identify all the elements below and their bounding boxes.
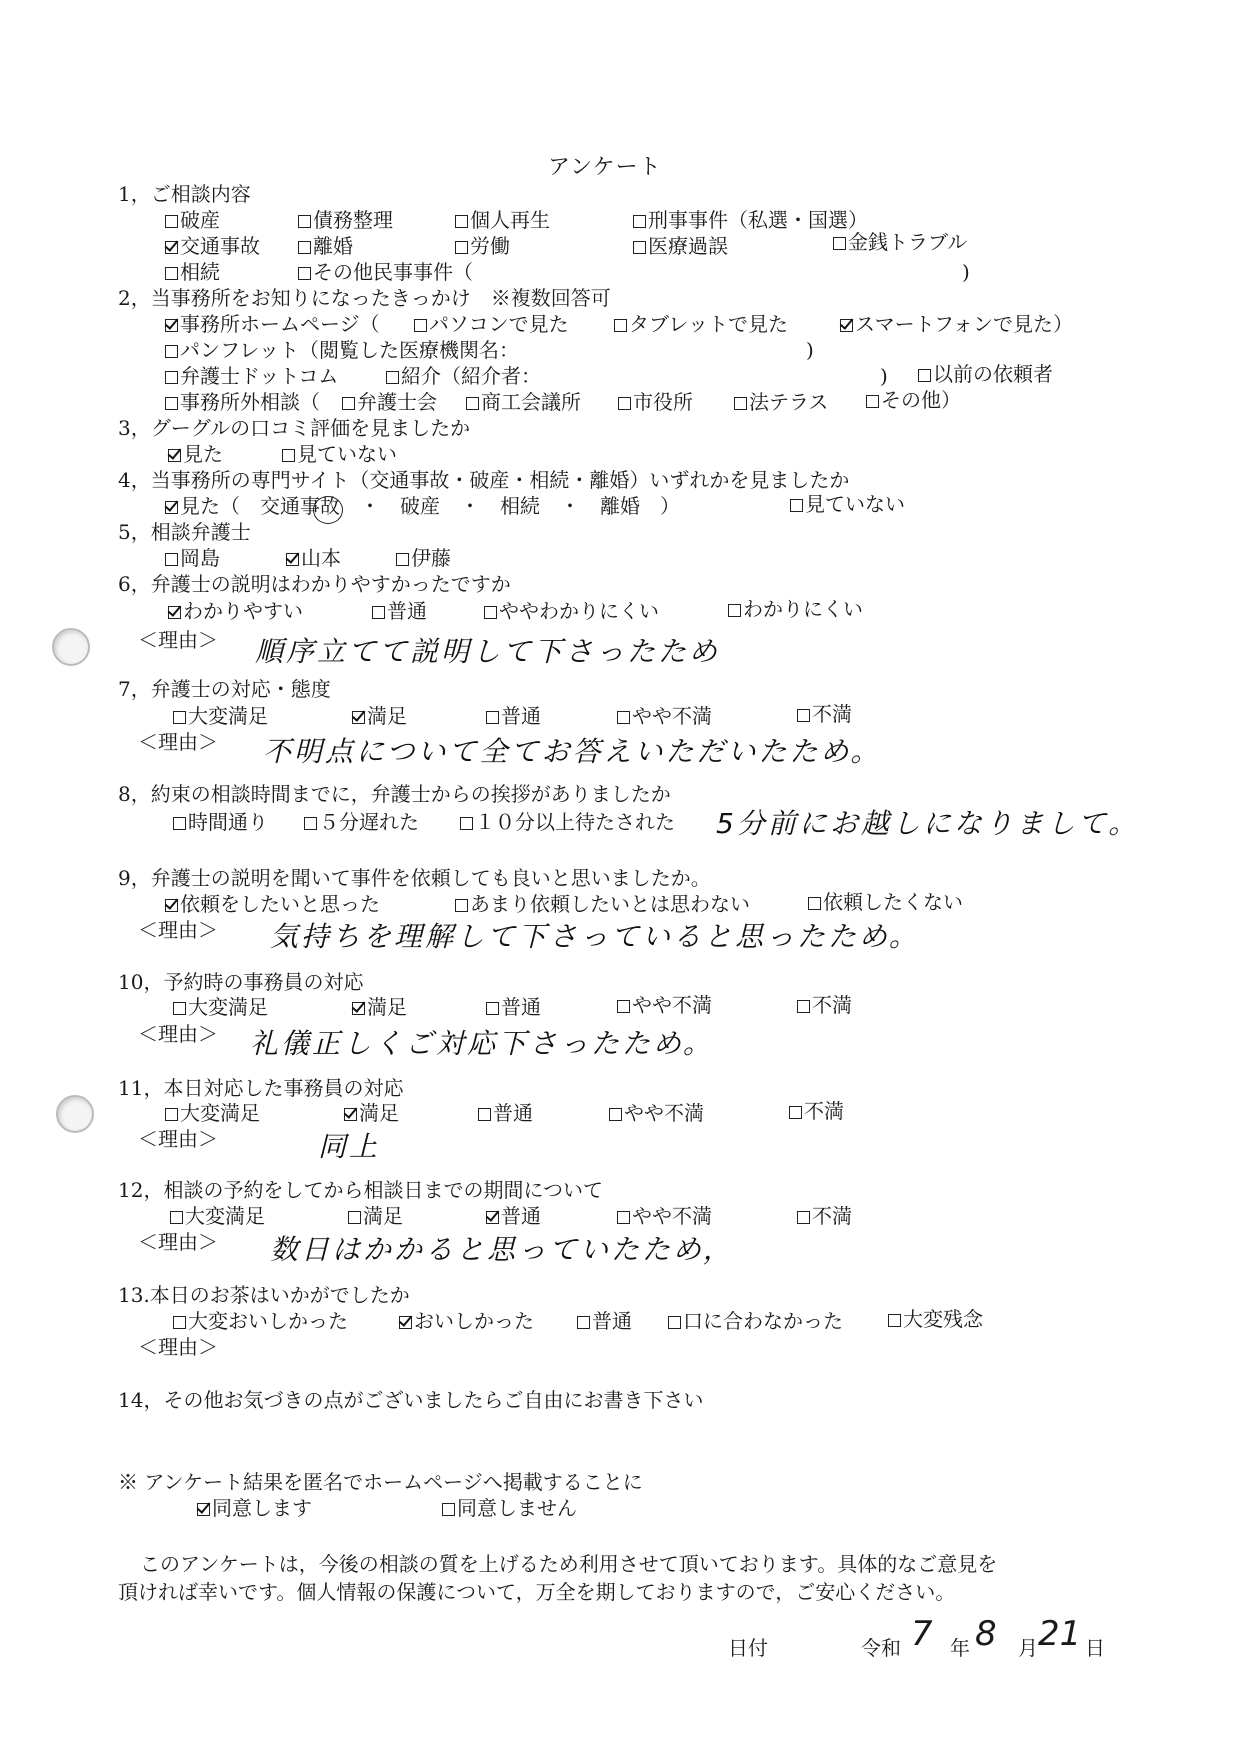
q1-option[interactable]: 刑事事件（私選・国選） (633, 208, 868, 232)
reason-label: ＜理由＞ (138, 918, 218, 942)
q2-option[interactable]: 弁護士会 (342, 390, 437, 414)
q6-option[interactable]: ややわかりにくい (484, 599, 659, 623)
question-3-label: 3，グーグルの口コミ評価を見ましたか (118, 416, 471, 440)
q2-option[interactable]: 法テラス (734, 390, 828, 414)
checkbox[interactable] (342, 397, 355, 410)
checkbox-checked[interactable] (352, 711, 365, 724)
consent-agree-checked[interactable]: 同意します (197, 1496, 312, 1520)
q10-option[interactable]: 不満 (797, 993, 852, 1017)
paren-close: ) (806, 338, 814, 362)
q13-option-checked[interactable]: おいしかった (399, 1309, 534, 1333)
checkbox-checked[interactable] (168, 606, 181, 619)
paren-close: ) (962, 260, 970, 284)
checkbox[interactable] (617, 1211, 630, 1224)
q1-option[interactable]: 労働 (455, 234, 510, 258)
q12-option[interactable]: 満足 (348, 1204, 403, 1228)
checkbox-checked[interactable] (399, 1316, 412, 1329)
checkbox-checked[interactable] (165, 501, 178, 514)
q2-option[interactable]: 市役所 (618, 390, 693, 414)
question-14-label: 14，その他お気づきの点がございましたらご自由にお書き下さい (118, 1388, 704, 1412)
q8-option[interactable]: ５分遅れた (304, 810, 419, 834)
checkbox-checked[interactable] (165, 899, 178, 912)
question-5-label: 5，相談弁護士 (118, 520, 251, 544)
footer-line-2: 頂ければ幸いです。個人情報の保護について，万全を期しておりますので，ご安心ください。 (118, 1580, 956, 1604)
reason-label: ＜理由＞ (138, 1127, 218, 1151)
question-2-label: 2，当事務所をお知りになったきっかけ ※複数回答可 (118, 286, 611, 310)
question-1-label: 1，ご相談内容 (118, 182, 251, 206)
date-label: 日付 (728, 1636, 768, 1660)
q5-option[interactable]: 岡島 (165, 546, 220, 570)
checkbox-checked[interactable] (486, 1211, 499, 1224)
q7-option[interactable]: 大変満足 (173, 704, 268, 728)
checkbox[interactable] (165, 553, 178, 566)
handwritten-reason: 同上 (318, 1130, 381, 1163)
q7-option[interactable]: やや不満 (617, 704, 712, 728)
checkbox[interactable] (414, 319, 427, 332)
q2-option[interactable]: パソコンで見た (414, 312, 569, 336)
reason-label: ＜理由＞ (138, 628, 218, 652)
q2-option[interactable]: 紹介（紹介者： (386, 364, 541, 388)
checkbox[interactable] (304, 817, 317, 830)
q1-option[interactable]: 離婚 (298, 234, 353, 258)
checkbox[interactable] (173, 1316, 186, 1329)
q10-option[interactable]: やや不満 (617, 993, 712, 1017)
checkbox-checked[interactable] (165, 319, 178, 332)
checkbox[interactable] (486, 1002, 499, 1015)
checkbox[interactable] (173, 817, 186, 830)
reason-label: ＜理由＞ (138, 1335, 218, 1359)
reason-label: ＜理由＞ (138, 730, 218, 754)
checkbox[interactable] (298, 215, 311, 228)
question-9-label: 9，弁護士の説明を聞いて事件を依頼しても良いと思いましたか。 (118, 866, 711, 890)
q1-option[interactable]: 個人再生 (455, 208, 550, 232)
q2-option[interactable]: 事務所外相談（ (165, 390, 320, 414)
q13-option[interactable]: 口に合わなかった (668, 1309, 843, 1333)
checkbox-checked[interactable] (344, 1108, 357, 1121)
q1-option[interactable]: 医療過誤 (633, 234, 728, 258)
checkbox[interactable] (282, 449, 295, 462)
handwritten-reason: 数日はかかると思っていたため， (270, 1233, 734, 1266)
checkbox[interactable] (633, 215, 646, 228)
q2-option[interactable]: 以前の依頼者 (918, 362, 1053, 386)
q12-option[interactable]: 不満 (797, 1204, 852, 1228)
checkbox[interactable] (668, 1316, 681, 1329)
checkbox[interactable] (633, 241, 646, 254)
question-11-label: 11，本日対応した事務員の対応 (118, 1076, 404, 1100)
q10-option[interactable]: 大変満足 (173, 995, 268, 1019)
checkbox[interactable] (797, 1211, 810, 1224)
q12-option-checked[interactable]: 普通 (486, 1204, 541, 1228)
q8-option[interactable]: １０分以上待たされた (460, 810, 675, 834)
checkbox[interactable] (918, 369, 931, 382)
checkbox[interactable] (165, 371, 178, 384)
checkbox[interactable] (442, 1503, 455, 1516)
checkbox[interactable] (170, 1211, 183, 1224)
checkbox[interactable] (466, 397, 479, 410)
checkbox[interactable] (486, 711, 499, 724)
punch-hole (52, 628, 90, 666)
handwritten-reason: 礼儀正しくご対応下さったため。 (250, 1027, 714, 1060)
q7-option[interactable]: 不満 (797, 702, 852, 726)
checkbox[interactable] (165, 1108, 178, 1121)
handwritten-note: 5分前にお越しになりまして。 (716, 807, 1140, 840)
question-7-label: 7，弁護士の対応・態度 (118, 677, 331, 701)
checkbox[interactable] (609, 1108, 622, 1121)
checkbox[interactable] (790, 499, 803, 512)
checkbox[interactable] (797, 709, 810, 722)
checkbox-checked[interactable] (286, 553, 299, 566)
q11-option[interactable]: やや不満 (609, 1101, 704, 1125)
q2-option-checked[interactable]: 事務所ホームページ（ (165, 312, 380, 336)
reason-label: ＜理由＞ (138, 1022, 218, 1046)
checkbox[interactable] (728, 604, 741, 617)
checkbox[interactable] (173, 711, 186, 724)
checkbox[interactable] (808, 897, 821, 910)
q9-option[interactable]: あまり依頼したいとは思わない (455, 892, 750, 916)
handwritten-reason: 気持ちを理解して下さっていると思ったため。 (270, 920, 920, 953)
q8-option[interactable]: 時間通り (173, 810, 268, 834)
q1-option[interactable]: その他民事事件（ (298, 260, 473, 284)
checkbox[interactable] (455, 899, 468, 912)
checkbox[interactable] (165, 267, 178, 280)
q13-option[interactable]: 普通 (577, 1309, 632, 1333)
q6-option[interactable]: 普通 (372, 599, 427, 623)
q1-option[interactable]: 債務整理 (298, 208, 393, 232)
checkbox[interactable] (386, 371, 399, 384)
q2-option[interactable]: 商工会議所 (466, 390, 581, 414)
checkbox-checked[interactable] (197, 1503, 210, 1516)
circled-mark (313, 496, 343, 524)
q11-option-checked[interactable]: 満足 (344, 1101, 399, 1125)
checkbox[interactable] (372, 606, 385, 619)
q3-option-checked[interactable]: 見た (168, 442, 223, 466)
date-day-handwritten: 21 (1038, 1614, 1082, 1654)
q6-option[interactable]: わかりにくい (728, 597, 863, 621)
question-10-label: 10，予約時の事務員の対応 (118, 970, 364, 994)
paren-close: ) (880, 364, 888, 388)
handwritten-reason: 順序立てて説明して下さったため (255, 635, 721, 668)
page-title: アンケート (548, 155, 662, 180)
checkbox[interactable] (614, 319, 627, 332)
q12-option[interactable]: やや不満 (617, 1204, 712, 1228)
reason-label: ＜理由＞ (138, 1230, 218, 1254)
checkbox[interactable] (460, 817, 473, 830)
checkbox[interactable] (888, 1314, 901, 1327)
checkbox[interactable] (617, 1000, 630, 1013)
checkbox[interactable] (797, 1000, 810, 1013)
checkbox[interactable] (165, 397, 178, 410)
date-year-handwritten: 7 (911, 1614, 933, 1654)
q6-option-checked[interactable]: わかりやすい (168, 599, 303, 623)
checkbox[interactable] (478, 1108, 491, 1121)
q9-option-checked[interactable]: 依頼をしたいと思った (165, 892, 380, 916)
q2-option[interactable]: タブレットで見た (614, 312, 788, 336)
checkbox[interactable] (396, 553, 409, 566)
question-12-label: 12，相談の予約をしてから相談日までの期間について (118, 1178, 604, 1202)
checkbox[interactable] (618, 397, 631, 410)
checkbox-checked[interactable] (168, 449, 181, 462)
checkbox[interactable] (484, 606, 497, 619)
date-year-unit: 年 (950, 1636, 970, 1660)
q1-option[interactable]: 破産 (165, 208, 220, 232)
q11-option[interactable]: 普通 (478, 1101, 533, 1125)
q9-option[interactable]: 依頼したくない (808, 890, 963, 914)
q5-option[interactable]: 伊藤 (396, 546, 451, 570)
q13-option[interactable]: 大変残念 (888, 1307, 983, 1331)
checkbox[interactable] (348, 1211, 361, 1224)
punch-hole (56, 1095, 94, 1133)
checkbox[interactable] (577, 1316, 590, 1329)
question-13-label: 13.本日のお茶はいかがでしたか (118, 1283, 410, 1307)
date-day-unit: 日 (1085, 1636, 1105, 1660)
date-month-handwritten: 8 (975, 1614, 997, 1654)
q11-option[interactable]: 不満 (789, 1099, 844, 1123)
q2-option[interactable]: パンフレット（閲覧した医療機関名： (165, 338, 519, 362)
q11-option[interactable]: 大変満足 (165, 1101, 260, 1125)
checkbox[interactable] (165, 215, 178, 228)
checkbox-checked[interactable] (352, 1002, 365, 1015)
date-month-unit: 月 (1018, 1636, 1038, 1660)
q7-option[interactable]: 普通 (486, 704, 541, 728)
q10-option[interactable]: 普通 (486, 995, 541, 1019)
question-6-label: 6，弁護士の説明はわかりやすかったですか (118, 572, 511, 596)
q4-option[interactable]: 見ていない (790, 492, 905, 516)
question-8-label: 8，約束の相談時間までに，弁護士からの挨拶がありましたか (118, 782, 671, 806)
checkbox[interactable] (734, 397, 747, 410)
q1-option[interactable]: 相続 (165, 260, 220, 284)
q4-option-checked[interactable]: 見た（ 交通事故 ・ 破産 ・ 相続 ・ 離婚 ） (165, 494, 680, 518)
checkbox[interactable] (617, 711, 630, 724)
checkbox-checked[interactable] (165, 241, 178, 254)
checkbox[interactable] (298, 267, 311, 280)
q2-option[interactable]: その他） (866, 388, 961, 412)
checkbox[interactable] (455, 215, 468, 228)
checkbox[interactable] (173, 1002, 186, 1015)
checkbox[interactable] (833, 237, 846, 250)
checkbox[interactable] (165, 345, 178, 358)
q3-option[interactable]: 見ていない (282, 442, 397, 466)
consent-label: ※ アンケート結果を匿名でホームページへ掲載することに (118, 1470, 643, 1494)
q13-option[interactable]: 大変おいしかった (173, 1309, 348, 1333)
checkbox[interactable] (298, 241, 311, 254)
checkbox[interactable] (789, 1106, 802, 1119)
checkbox[interactable] (866, 395, 879, 408)
q1-option[interactable]: 金銭トラブル (833, 230, 967, 254)
consent-disagree[interactable]: 同意しません (442, 1496, 577, 1520)
q10-option-checked[interactable]: 満足 (352, 995, 407, 1019)
checkbox-checked[interactable] (840, 319, 853, 332)
q5-option-checked[interactable]: 山本 (286, 546, 341, 570)
q1-option-checked[interactable]: 交通事故 (165, 234, 260, 258)
checkbox[interactable] (455, 241, 468, 254)
footer-line-1: このアンケートは，今後の相談の質を上げるため利用させて頂いております。具体的なご意見を (140, 1552, 998, 1576)
q12-option[interactable]: 大変満足 (170, 1204, 265, 1228)
q2-option[interactable]: 弁護士ドットコム (165, 364, 338, 388)
date-era: 令和 (861, 1636, 901, 1660)
handwritten-reason: 不明点について全てお答えいただいたため。 (263, 735, 882, 768)
question-4-label: 4，当事務所の専門サイト（交通事故・破産・相続・離婚）いずれかを見ましたか (118, 468, 850, 492)
q7-option-checked[interactable]: 満足 (352, 704, 407, 728)
q2-option-checked[interactable]: スマートフォンで見た） (840, 312, 1073, 336)
